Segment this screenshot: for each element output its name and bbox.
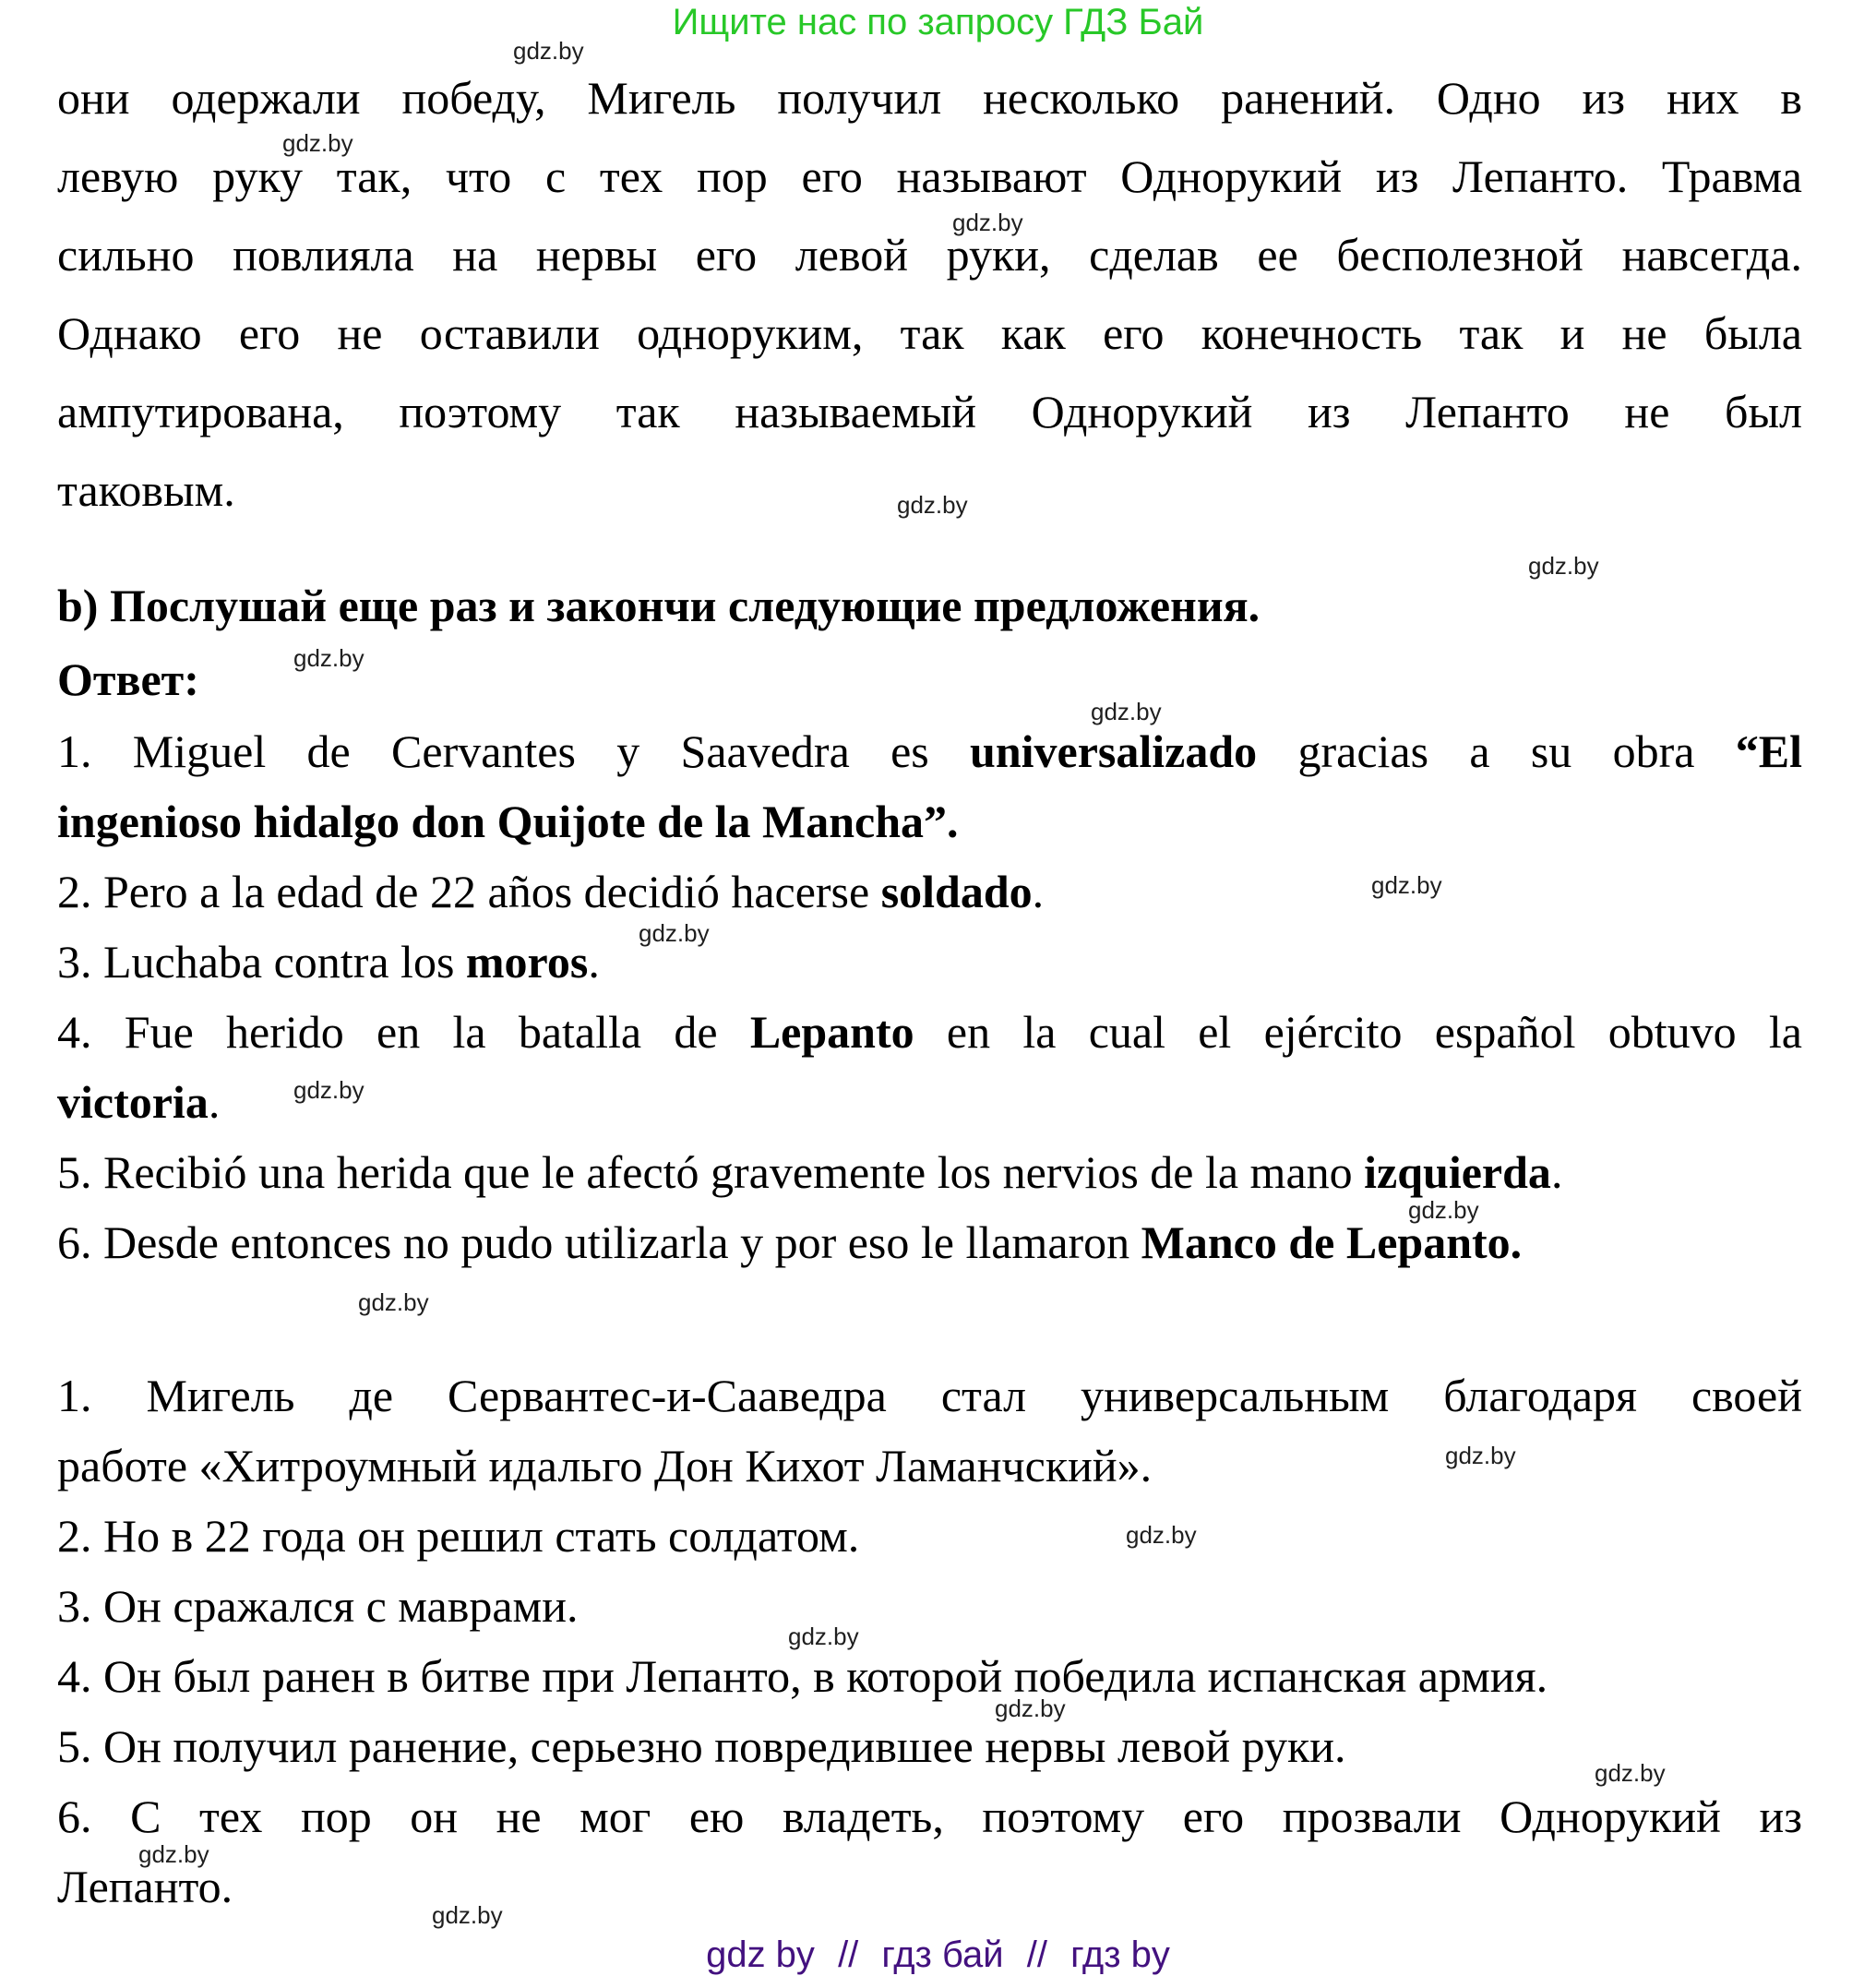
spanish-answer-bold-text: soldado — [880, 866, 1033, 917]
spanish-answer-text: en la cual el ejército español obtuvo la — [914, 1006, 1802, 1058]
spanish-answer-text: 5. Recibió una herida que le afectó gravemente los nervios de la mano — [57, 1146, 1365, 1198]
spanish-answer-bold-text: ingenioso hidalgo don Quijote de la Mancha”. — [57, 796, 959, 847]
russian-translation-text: Лепанто. — [57, 1861, 233, 1912]
spanish-answer-item — [57, 927, 1802, 997]
spanish-answer-item — [57, 1137, 1802, 1207]
spanish-answer-text: . — [208, 1076, 221, 1128]
gdz-watermark: gdz.by — [293, 644, 364, 672]
russian-translation-line — [57, 1711, 1802, 1781]
spanish-answer-bold-text: Lepanto — [749, 1006, 914, 1058]
intro-text: они одержали победу, Мигель получил несколько ранений. Одно из них в — [57, 72, 1802, 124]
gdz-watermark: gdz.by — [513, 37, 584, 65]
russian-translation-item — [57, 1781, 1802, 1922]
spanish-answer-bold-text: universalizado — [970, 725, 1258, 777]
spanish-answer-bold-text: victoria — [57, 1076, 209, 1128]
russian-translation-text: работе «Хитроумный идальго Дон Кихот Ламанчский». — [57, 1440, 1153, 1491]
spanish-answer-line — [57, 1207, 1802, 1277]
gdz-watermark: gdz.by — [1528, 552, 1599, 580]
footer-query-gdz-by-latin: gdz by — [706, 1934, 815, 1975]
russian-translation-line — [57, 1571, 1802, 1641]
task-heading: b) Послушай еще раз и закончи следующие предложения. — [57, 580, 1261, 631]
promo-banner: Ищите нас по запросу ГДЗ Бай — [672, 2, 1204, 42]
spanish-answer-bold-text: Manco de Lepanto. — [1141, 1216, 1523, 1268]
spanish-answer-text: 3. Luchaba contra los — [57, 936, 466, 988]
spanish-answer-bold-text: “El — [1735, 725, 1802, 777]
spanish-answer-item — [57, 856, 1802, 927]
gdz-watermark: gdz.by — [293, 1076, 364, 1104]
russian-translation-text: 3. Он сражался с маврами. — [57, 1580, 579, 1632]
footer-separator: // — [838, 1934, 859, 1975]
russian-translation-line — [57, 1641, 1802, 1711]
russian-translation-item — [57, 1501, 1802, 1571]
russian-translation-item — [57, 1360, 1802, 1501]
spanish-answer-line — [57, 856, 1802, 927]
spanish-answers-list — [57, 716, 1802, 1277]
gdz-watermark: gdz.by — [897, 491, 968, 519]
russian-translation-line — [57, 1431, 1802, 1501]
footer-query-gdz-bay: гдз бай — [881, 1934, 1004, 1975]
russian-translation-line — [57, 1501, 1802, 1571]
gdz-watermark: gdz.by — [138, 1840, 209, 1868]
gdz-watermark: gdz.by — [282, 129, 353, 157]
intro-text: таковым. — [57, 464, 235, 516]
spanish-answer-line — [57, 716, 1802, 786]
spanish-answer-bold-text: izquierda — [1364, 1146, 1551, 1198]
gdz-watermark: gdz.by — [1445, 1442, 1516, 1469]
gdz-watermark: gdz.by — [639, 919, 710, 947]
gdz-watermark: gdz.by — [952, 209, 1023, 236]
gdz-watermark: gdz.by — [1371, 871, 1442, 899]
gdz-watermark: gdz.by — [432, 1901, 503, 1929]
content-area — [57, 59, 1802, 1922]
spanish-answer-item — [57, 997, 1802, 1137]
spanish-answer-text: gracias a su obra — [1257, 725, 1736, 777]
gdz-watermark: gdz.by — [1595, 1759, 1666, 1787]
russian-translation-line — [57, 1781, 1802, 1851]
russian-translation-text: 5. Он получил ранение, серьезно повредившее нервы левой руки. — [57, 1720, 1346, 1772]
intro-line — [57, 294, 1802, 373]
answer-label: Ответ: — [57, 653, 199, 705]
russian-translation-item — [57, 1711, 1802, 1781]
footer-queries — [0, 1933, 1876, 1977]
intro-line — [57, 373, 1802, 451]
spanish-answer-text: . — [1550, 1146, 1563, 1198]
spanish-answer-item — [57, 1207, 1802, 1277]
russian-translation-text: 2. Но в 22 года он решил стать солдатом. — [57, 1510, 860, 1562]
spanish-answer-item — [57, 716, 1802, 856]
spanish-answer-line — [57, 1137, 1802, 1207]
spanish-answer-text: 1. Miguel de Cervantes y Saavedra es — [57, 725, 971, 777]
intro-text: сильно повлияла на нервы его левой руки, сделав ее бесполезной навсегда. — [57, 229, 1802, 281]
intro-text: ампутирована, поэтому так называемый Однорукий из Лепанто не был — [57, 386, 1802, 437]
spanish-answer-bold-text: moros — [465, 936, 589, 988]
spanish-answer-text: 6. Desde entonces no pudo utilizarla y por eso le llamaron — [57, 1216, 1141, 1268]
gdz-watermark: gdz.by — [995, 1695, 1066, 1722]
russian-translation-text: 6. С тех пор он не мог ею владеть, поэтому его прозвали Однорукий из — [57, 1790, 1802, 1842]
russian-translation-text: 4. Он был ранен в битве при Лепанто, в которой победила испанская армия. — [57, 1650, 1548, 1702]
spanish-answer-line — [57, 997, 1802, 1067]
spanish-answer-text: . — [1032, 866, 1045, 917]
spanish-answer-line — [57, 786, 1802, 856]
intro-text: левую руку так, что с тех пор его называют Однорукий из Лепанто. Травма — [57, 150, 1802, 202]
gdz-watermark: gdz.by — [1126, 1521, 1197, 1549]
gdz-watermark: gdz.by — [358, 1288, 429, 1316]
footer-separator: // — [1026, 1934, 1047, 1975]
intro-line — [57, 59, 1802, 138]
gdz-watermark: gdz.by — [1408, 1196, 1479, 1224]
gdz-watermark: gdz.by — [1091, 698, 1162, 725]
russian-translation-list — [57, 1360, 1802, 1922]
intro-text: Однако его не оставили одноруким, так как его конечность так и не была — [57, 307, 1802, 359]
footer-query-gdz-by-cyrillic: гдз by — [1070, 1934, 1170, 1975]
russian-translation-line — [57, 1851, 1802, 1922]
spanish-answer-line — [57, 927, 1802, 997]
russian-translation-line — [57, 1360, 1802, 1431]
russian-translation-text: 1. Мигель де Сервантес-и-Сааведра стал универсальным благодаря своей — [57, 1370, 1802, 1421]
russian-translation-item — [57, 1641, 1802, 1711]
russian-translation-item — [57, 1571, 1802, 1641]
gdz-watermark: gdz.by — [788, 1623, 859, 1650]
spanish-answer-text: . — [588, 936, 600, 988]
spanish-answer-text: 4. Fue herido en la batalla de — [57, 1006, 750, 1058]
spanish-answer-text: 2. Pero a la edad de 22 años decidió hacerse — [57, 866, 881, 917]
intro-line — [57, 216, 1802, 294]
